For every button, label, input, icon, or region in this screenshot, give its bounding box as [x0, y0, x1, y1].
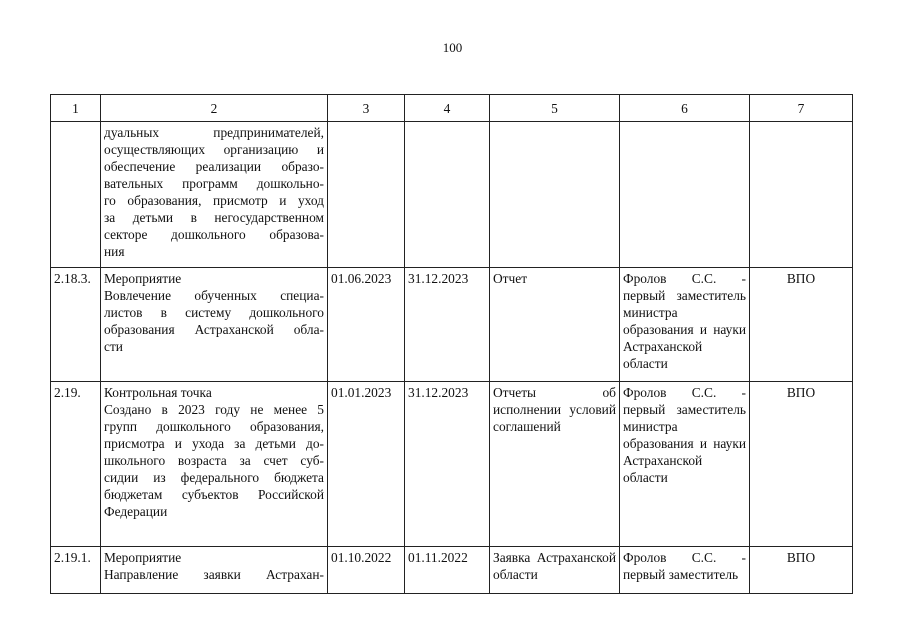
result-document: Заявка Астраханской области: [490, 547, 620, 594]
result-document: Отчет: [490, 268, 620, 382]
item-description: [101, 122, 328, 268]
item-description: [101, 268, 328, 382]
description-line: Направление заявки Астрахан-: [104, 567, 324, 582]
table-header-row: [51, 95, 853, 122]
description-line: Мероприятие: [104, 271, 182, 286]
description-line: сти: [104, 339, 123, 354]
description-line: Федерации: [104, 504, 168, 519]
description-line: ния: [104, 244, 125, 259]
description-line: бюджетам субъектов Российской: [104, 487, 324, 502]
description-line: образования Астраханской обла-: [104, 322, 324, 337]
item-number: 2.18.3.: [51, 268, 101, 382]
description-line: го образования, присмотр и уход: [104, 193, 324, 208]
result-document: [490, 122, 620, 268]
plan-table: [50, 94, 853, 594]
description-line: школьного возраста за счет суб-: [104, 453, 324, 468]
item-number: 2.19.1.: [51, 547, 101, 594]
end-date: 31.12.2023: [405, 382, 490, 547]
column-header: 4: [405, 95, 490, 122]
result-document: Отчеты об исполнении условий соглашений: [490, 382, 620, 547]
responsible-person: Фролов С.С. - первый заместитель министра образования и науки Астраханской области: [620, 268, 750, 382]
description-line: листов в систему дошкольного: [104, 305, 324, 320]
responsible-person: [620, 122, 750, 268]
description-line: секторе дошкольного образова-: [104, 227, 324, 242]
item-description: [101, 382, 328, 547]
table-row: [51, 122, 853, 268]
start-date: 01.06.2023: [328, 268, 405, 382]
column-header: 2: [101, 95, 328, 122]
start-date: 01.10.2022: [328, 547, 405, 594]
table-row: [51, 268, 853, 382]
description-line: осуществляющих организацию и: [104, 142, 324, 157]
description-line: Создано в 2023 году не менее 5: [104, 402, 324, 417]
responsible-unit: [750, 122, 853, 268]
column-header: 5: [490, 95, 620, 122]
description-line: Мероприятие: [104, 550, 182, 565]
description-line: присмотра и ухода за детьми до-: [104, 436, 324, 451]
column-header: 7: [750, 95, 853, 122]
description-line: сидии из федерального бюджета: [104, 470, 324, 485]
responsible-person: Фролов С.С. - первый заместитель: [620, 547, 750, 594]
end-date: 01.11.2022: [405, 547, 490, 594]
description-line: за детьми в негосударственном: [104, 210, 324, 225]
item-number: 2.19.: [51, 382, 101, 547]
column-header: 6: [620, 95, 750, 122]
description-line: дуальных предпринимателей,: [104, 125, 324, 140]
column-header: 1: [51, 95, 101, 122]
page-number: 100: [442, 40, 463, 55]
end-date: [405, 122, 490, 268]
description-line: групп дошкольного образования,: [104, 419, 324, 434]
end-date: 31.12.2023: [405, 268, 490, 382]
table-row: [51, 382, 853, 547]
responsible-person: Фролов С.С. - первый заместитель министра образования и науки Астраханской области: [620, 382, 750, 547]
description-line: Вовлечение обученных специа-: [104, 288, 324, 303]
responsible-unit: ВПО: [750, 547, 853, 594]
item-description: [101, 547, 328, 594]
table-row: [51, 547, 853, 594]
start-date: [328, 122, 405, 268]
responsible-unit: ВПО: [750, 268, 853, 382]
description-line: Контрольная точка: [104, 385, 212, 400]
description-line: вательных программ дошкольно-: [104, 176, 324, 191]
column-header: 3: [328, 95, 405, 122]
responsible-unit: ВПО: [750, 382, 853, 547]
description-line: обеспечение реализации образо-: [104, 159, 324, 174]
item-number: [51, 122, 101, 268]
start-date: 01.01.2023: [328, 382, 405, 547]
